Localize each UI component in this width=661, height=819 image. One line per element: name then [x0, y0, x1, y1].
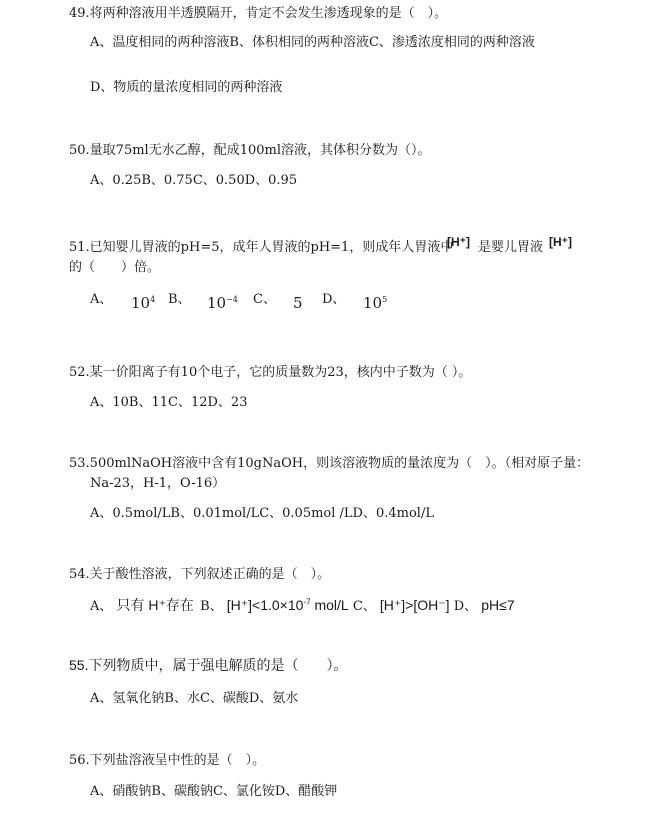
option-d-value	[363, 295, 387, 311]
question-51-stem-part3: 的（ ）倍。	[69, 260, 161, 275]
option-a-text: 只有 H⁺存在	[116, 597, 194, 613]
option-c-label: C、	[253, 292, 276, 307]
option-b-text-main: [H⁺]<1.0×10	[226, 597, 304, 613]
option-b-label: B、	[168, 292, 191, 307]
option-c-label: C、	[352, 599, 376, 614]
question-50-stem: 50.量取75ml无水乙醇，配成100ml溶液，其体积分数为（）。	[69, 143, 431, 158]
option-a-value	[131, 295, 155, 311]
option-a-label: A、	[90, 599, 113, 614]
option-a-base: 10	[131, 294, 151, 312]
option-b-text	[227, 597, 349, 613]
question-56-options: A、硝酸钠B、碳酸钠C、氯化铵D、醋酸钾	[90, 784, 338, 799]
option-b-base: 10	[207, 294, 227, 312]
question-56-stem: 56.下列盐溶液呈中性的是（ ）。	[69, 753, 266, 768]
option-b-exponent: -7	[303, 597, 311, 607]
option-a-exponent: 4	[150, 295, 156, 304]
option-b-exponent: −4	[226, 295, 238, 304]
question-55-stem: 55.下列物质中，属于强电解质的是（ ）。	[69, 657, 348, 673]
question-53-stem-line1: 53.500mlNaOH溶液中含有10gNaOH，则该溶液物质的量浓度为（ ）。（相对原子量：	[69, 456, 590, 471]
question-49-options-line1: A、温度相同的两种溶液B、体积相同的两种溶液C、渗透浓度相同的两种溶液	[90, 35, 535, 50]
option-b-unit: mol/L	[310, 597, 349, 613]
option-d-label: D、	[322, 292, 346, 307]
question-49-stem: 49.将两种溶液用半透膜隔开，肯定不会发生渗透现象的是（ ）。	[69, 6, 448, 21]
option-b-value	[207, 295, 238, 311]
question-55-options: A、氢氧化钠B、水C、碳酸D、氨水	[90, 691, 299, 706]
option-c-text: [H⁺]>[OH⁻]	[379, 597, 450, 613]
option-b-label: B、	[200, 599, 223, 614]
option-d-label: D、	[453, 599, 478, 614]
option-d-base: 10	[363, 294, 383, 312]
question-51-stem-part2: 是婴儿胃液	[478, 240, 544, 255]
question-54-options	[90, 597, 515, 615]
question-50-options: A、0.25B、0.75C、0.50D、0.95	[90, 173, 298, 188]
question-51-stem-part1: 51.已知婴儿胃液的pH=5，成年人胃液的pH=1，则成年人胃液中	[69, 240, 454, 255]
h-ion-symbol-2: [H⁺]	[549, 235, 572, 249]
question-49-options-line2: D、物质的量浓度相同的两种溶液	[90, 80, 283, 95]
question-53-stem-line2: Na-23，H-1，O-16）	[90, 476, 226, 491]
h-ion-symbol-1: [H⁺]	[447, 235, 470, 249]
option-d-exponent: 5	[382, 295, 388, 304]
option-d-text: pH≤7	[481, 597, 515, 613]
option-a-label: A、	[90, 292, 113, 307]
question-53-options: A、0.5mol/LB、0.01mol/LC、0.05mol /LD、0.4mol/L	[90, 506, 434, 521]
option-c-value: 5	[293, 294, 303, 312]
question-52-stem: 52.某一价阳离子有10个电子，它的质量数为23，核内中子数为（ ）。	[69, 365, 472, 380]
question-54-stem: 54.关于酸性溶液，下列叙述正确的是（ ）。	[69, 567, 331, 582]
question-52-options: A、10B、11C、12D、23	[90, 395, 248, 410]
